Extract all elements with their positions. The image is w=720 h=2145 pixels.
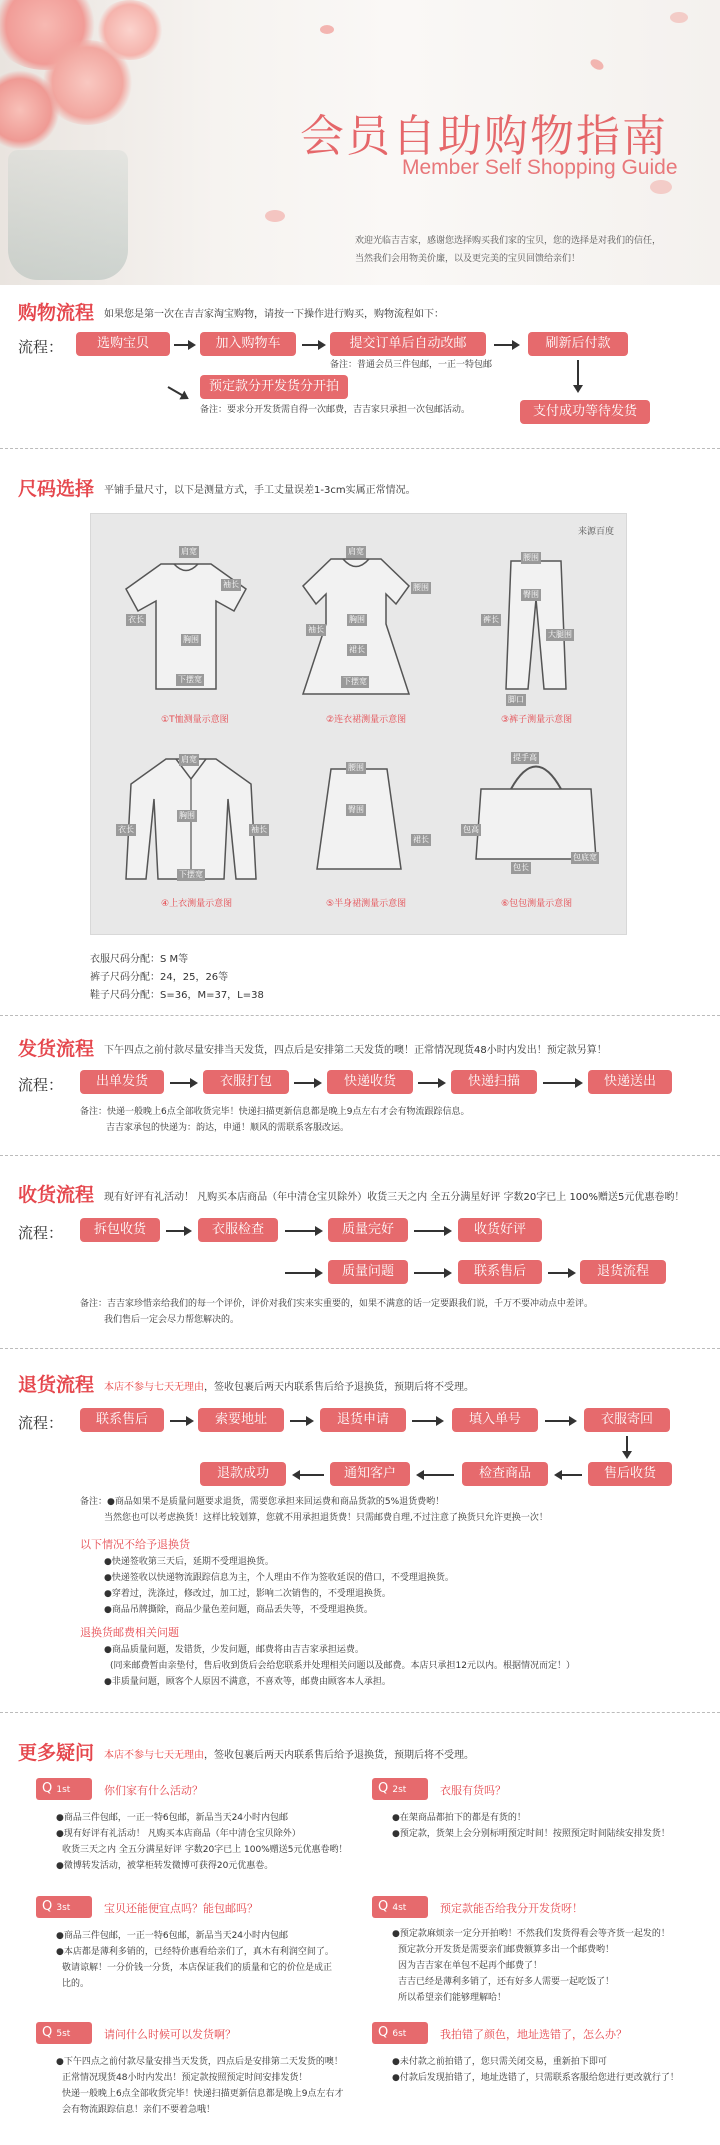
list-item: ●非质量问题，顾客个人原因不满意，不喜欢等，邮费由顾客本人承担。	[104, 1677, 391, 1687]
caption-pants: ③裤子测量示意图	[501, 715, 573, 725]
returns-desc-text: ，签收包裹后两天内联系售后给予退换货，预期后将不受理。	[204, 1382, 474, 1393]
faq-badge: Q 1st	[36, 1778, 92, 1800]
page-subtitle: Member Self Shopping Guide	[402, 156, 678, 179]
receive-section-title: 收货流程	[18, 1184, 95, 1206]
arrow-left	[556, 1474, 582, 1476]
petal-decoration	[265, 210, 285, 222]
receive-note: 备注：吉吉家珍惜亲给我们的每一个评价，评价对我们实来实重要的，如果不满意的话一定要跟我们说，千万不要冲动点中差评。	[80, 1299, 594, 1309]
tag-label: 肩宽	[181, 755, 197, 764]
tag-label: 袖长	[223, 580, 239, 589]
step-request-address: 索要地址	[198, 1408, 284, 1432]
tag-label: 大腿围	[548, 630, 572, 639]
section-divider	[0, 1712, 720, 1713]
faq-badge-number: 4st	[392, 1903, 407, 1913]
faq-answer: 预定款分开发货是需要亲们邮费额算多出一个邮费哟！	[398, 1945, 615, 1955]
faq-badge: Q 3st	[36, 1896, 92, 1918]
step-return-process: 退货流程	[580, 1260, 666, 1284]
shipping-note: 吉吉家承包的快递为：韵达，申通！顺风的需联系客服改运。	[106, 1123, 350, 1133]
source-label: 来源百度	[577, 527, 614, 537]
faq-badge-number: 3st	[56, 1903, 71, 1913]
faq-question: 我拍错了颜色，地址选错了，怎么办？	[440, 2028, 627, 2041]
tag-label: 下摆宽	[179, 870, 203, 879]
tag-label: 臀围	[523, 590, 539, 599]
tag-label: 衣长	[118, 825, 134, 834]
list-item: (同来邮费暂由亲垫付，售后收到货后会给您联系并处理相关问题以及邮费。本店只承担12元以内。根据情况而定！）	[110, 1661, 575, 1671]
returns-desc-highlight: 本店不参与七天无理由	[104, 1382, 204, 1393]
caption-bag: ⑥包包测量示意图	[501, 899, 573, 909]
step-courier-receive: 快递收货	[327, 1070, 413, 1094]
tag-label: 肩宽	[181, 547, 197, 556]
arrow-right	[285, 1272, 321, 1274]
step-add-to-cart: 加入购物车	[200, 332, 296, 356]
faq-question: 你们家有什么活动？	[104, 1784, 203, 1797]
step-contact-service: 联系售后	[458, 1260, 542, 1284]
step-courier-scan: 快递扫描	[451, 1070, 537, 1094]
arrow-right	[174, 344, 194, 346]
section-divider	[0, 1348, 720, 1349]
step-pack: 衣服打包	[203, 1070, 289, 1094]
tag-label: 裤长	[483, 615, 499, 624]
faq-answer: ●微博转发活动，被掌柜转发微博可获得20元优惠卷。	[56, 1861, 274, 1871]
faq-badge: Q 2st	[372, 1778, 428, 1800]
size-line-shoes: 鞋子尺码分配：S=36，M=37，L=38	[90, 990, 264, 1001]
arrow-down	[626, 1436, 628, 1456]
faq-answer: ●在架商品都拍下的都是有货的！	[392, 1813, 526, 1823]
arrow-right	[170, 1420, 192, 1422]
tag-label: 裙长	[349, 645, 365, 654]
caption-jacket: ④上衣测量示意图	[161, 899, 233, 909]
arrow-down	[577, 360, 579, 390]
size-desc: 平铺手量尺寸，以下是测量方式，手工丈量误差1-3cm实属正常情况。	[104, 485, 416, 496]
step-mail-back: 衣服寄回	[584, 1408, 670, 1432]
step-quality-ok: 质量完好	[328, 1218, 408, 1242]
arrow-right	[543, 1082, 581, 1084]
petal-decoration	[650, 180, 672, 194]
vase-image	[8, 150, 128, 280]
arrow-left	[418, 1474, 454, 1476]
faq-answer: ●付款后发现拍错了，地址选错了，只需联系客服给您进行更改就行了！	[392, 2073, 679, 2083]
welcome-line: 当然我们会用物美价廉，以及更完美的宝贝回馈给亲们！	[355, 254, 581, 264]
list-item: ●商品吊牌撕除，商品少量色差问题，商品丢失等，不受理退换货。	[104, 1605, 373, 1615]
tag-label: 脚口	[508, 695, 524, 704]
tag-label: 袖长	[251, 825, 267, 834]
caption-tshirt: ①T恤测量示意图	[161, 715, 229, 725]
shipping-note: 备注：快递一般晚上6点全部收货完毕！快递扫描更新信息都是晚上9点左右才会有物流跟踪信息。	[80, 1107, 470, 1117]
note-presale: 备注：要求分开发货需自得一次邮费，吉吉家只承担一次包邮活动。	[200, 405, 471, 415]
arrow-right	[290, 1420, 312, 1422]
flower-image	[95, 0, 165, 60]
section-divider	[0, 1155, 720, 1156]
arrow-right	[494, 344, 518, 346]
shopping-section-title: 购物流程	[18, 302, 95, 324]
caption-skirt: ⑤半身裙测量示意图	[326, 899, 407, 909]
faq-answer: ●未付款之前拍错了，您只需关闭交易，重新拍下即可	[392, 2057, 607, 2067]
flow-label: 流程：	[18, 1076, 64, 1094]
postage-heading: 退换货邮费相关问题	[80, 1626, 179, 1639]
faq-question: 宝贝还能便宜点吗？能包邮吗？	[104, 1902, 258, 1915]
receive-desc: 现有好评有礼活动！ 凡购买本店商品（年中清仓宝贝除外）收货三天之内 全五分满星好评 字数20字已上 100%赠送5元优惠卷哟！	[104, 1192, 685, 1203]
arrow-left	[294, 1474, 324, 1476]
arrow-right	[166, 1230, 190, 1232]
faq-answer: ●本店都是薄利多销的，已经特价惠看给亲们了，真木有利润空间了。	[56, 1947, 334, 1957]
arrow-right	[170, 1082, 196, 1084]
faq-answer: ●商品三件包邮，一正一特6包邮，新品当天24小时内包邮	[56, 1931, 289, 1941]
flow-label: 流程：	[18, 1414, 64, 1432]
tag-label: 臀围	[348, 805, 364, 814]
step-good-review: 收货好评	[458, 1218, 542, 1242]
faq-answer: 因为吉吉家在单包不起再个邮费了！	[398, 1961, 543, 1971]
tag-label: 下摆宽	[343, 677, 367, 686]
step-notify-customer: 通知客户	[330, 1462, 410, 1486]
faq-answer: ●下午四点之前付款尽量安排当天发货，四点后是安排第二天发货的噢！	[56, 2057, 343, 2067]
faq-answer: 吉吉已经是薄利多销了，还有好多人需要一起吃饭了！	[398, 1977, 615, 1987]
size-line-clothes: 衣服尺码分配：S M等	[90, 954, 189, 965]
faq-answer: 敬请谅解！一分价钱一分货，本店保证我们的质量和它的价位是成正	[62, 1963, 333, 1973]
arrow-right	[414, 1272, 450, 1274]
faq-answer: 所以希望亲们能够理解哈！	[398, 1993, 507, 2003]
returns-section-title: 退货流程	[18, 1374, 95, 1396]
caption-dress: ②连衣裙测量示意图	[326, 715, 407, 725]
tag-label: 腰围	[348, 763, 364, 772]
petal-decoration	[589, 57, 606, 72]
shipping-section-title: 发货流程	[18, 1038, 95, 1060]
step-unpack: 拆包收货	[80, 1218, 160, 1242]
step-check-goods: 检查商品	[462, 1462, 548, 1486]
step-submit-order: 提交订单后自动改邮	[330, 332, 486, 356]
petal-decoration	[670, 12, 688, 23]
section-divider	[0, 1015, 720, 1016]
faq-question: 预定款能否给我分开发货呀！	[440, 1902, 583, 1915]
faq-answer: ●现有好评有礼活动！ 凡购买本店商品（年中清仓宝贝除外）	[56, 1829, 301, 1839]
step-inspect: 衣服检查	[198, 1218, 278, 1242]
pants-diagram	[486, 549, 586, 699]
note-post: 备注：普通会员三件包邮，一正一特包邮	[330, 360, 493, 370]
step-return-request: 退货申请	[320, 1408, 406, 1432]
tag-label: 胸围	[179, 811, 195, 820]
step-select-product: 选购宝贝	[76, 332, 170, 356]
size-chart	[90, 513, 627, 935]
petal-decoration	[320, 25, 334, 34]
step-deliver: 快递送出	[588, 1070, 672, 1094]
shipping-desc: 下午四点之前付款尽量安排当天发货，四点后是安排第二天发货的噢！正常情况现货48小时内发出！预定款另算！	[104, 1045, 607, 1056]
tag-label: 腰围	[413, 583, 429, 592]
faq-badge: Q 5st	[36, 2022, 92, 2044]
faq-badge-number: 1st	[56, 1785, 71, 1795]
tag-label: 衣长	[128, 615, 144, 624]
list-item: ●快递签收以快递物流跟踪信息为主，个人理由不作为签收延误的借口，不受理退换货。	[104, 1573, 454, 1583]
tag-label: 包长	[513, 863, 529, 872]
step-aftersales-receive: 售后收货	[588, 1462, 672, 1486]
no-return-heading: 以下情况不给予退换货	[80, 1538, 190, 1551]
section-divider	[0, 448, 720, 449]
faq-badge: Q 4st	[372, 1896, 428, 1918]
faq-badge: Q 6st	[372, 2022, 428, 2044]
step-payment-success: 支付成功等待发货	[520, 400, 650, 424]
faq-answer: 收货三天之内 全五分满星好评 字数20字已上 100%赠送5元优惠卷哟！	[62, 1845, 348, 1855]
welcome-line: 欢迎光临吉吉家，感谢您选择购买我们家的宝贝，您的选择是对我们的信任，	[355, 236, 662, 246]
faq-badge-number: 6st	[392, 2029, 407, 2039]
faq-section-title: 更多疑问	[18, 1742, 95, 1764]
tag-label: 包底宽	[573, 853, 597, 862]
shopping-desc: 如果您是第一次在吉吉家淘宝购物，请按一下操作进行购买，购物流程如下：	[104, 309, 444, 320]
returns-note: 当然您也可以考虑换货！这样比较划算，您就不用承担退货费！只需邮费自理,不过注意了换货只允许更换一次！	[104, 1513, 548, 1523]
faq-desc	[104, 1746, 474, 1761]
welcome-text	[355, 232, 661, 268]
tag-label: 包高	[463, 825, 479, 834]
flow-label: 流程：	[18, 338, 64, 356]
list-item: ●快递签收第三天后，延期不受理退换货。	[104, 1557, 274, 1567]
size-line-pants: 裤子尺码分配：24，25，26等	[90, 972, 229, 983]
step-ship-order: 出单发货	[80, 1070, 164, 1094]
faq-answer: 比的。	[62, 1979, 90, 1989]
arrow-right	[548, 1272, 574, 1274]
list-item: ●穿着过，洗涤过，修改过，加工过，影响二次销售的，不受理退换货。	[104, 1589, 391, 1599]
faq-badge-number: 2st	[392, 1785, 407, 1795]
receive-note: 我们售后一定会尽力帮您解决的。	[104, 1315, 240, 1325]
size-section-title: 尺码选择	[18, 478, 95, 500]
faq-answer: ●预定款麻烦亲一定分开拍哟！不然我们发货得看会等齐货一起发的！	[392, 1929, 670, 1939]
tag-label: 肩宽	[348, 547, 364, 556]
returns-note: 备注：●商品如果不是质量问题要求退货，需要您承担来回运费和商品货款的5%退货费哟！	[80, 1497, 445, 1507]
tag-label: 袖长	[308, 625, 324, 634]
arrow-right	[294, 1082, 320, 1084]
step-quality-issue: 质量问题	[328, 1260, 408, 1284]
faq-question: 衣服有货吗？	[440, 1784, 506, 1797]
returns-desc	[104, 1378, 474, 1393]
faq-desc-highlight: 本店不参与七天无理由	[104, 1750, 204, 1761]
step-presale: 预定款分开发货分开拍	[200, 375, 348, 399]
arrow-right	[545, 1420, 575, 1422]
step-contact-aftersales: 联系售后	[80, 1408, 164, 1432]
page-title: 会员自助购物指南	[300, 111, 668, 162]
step-enter-tracking: 填入单号	[452, 1408, 538, 1432]
faq-answer: 快递一般晚上6点全部收货完毕！快递扫描更新信息都是晚上9点左右才	[62, 2089, 344, 2099]
faq-answer: ●商品三件包邮，一正一特6包邮，新品当天24小时内包邮	[56, 1813, 289, 1823]
step-pay: 刷新后付款	[528, 332, 628, 356]
faq-answer: 正常情况现货48小时内发出！预定款按照预定时间安排发货！	[62, 2073, 308, 2083]
list-item: ●商品质量问题，发错货，少发问题，邮费将由吉吉家承担运费。	[104, 1645, 364, 1655]
arrow-right	[414, 1230, 450, 1232]
faq-question: 请问什么时候可以发货啊？	[104, 2028, 236, 2041]
tag-label: 腰围	[523, 553, 539, 562]
faq-badge-number: 5st	[56, 2029, 71, 2039]
arrow-right	[285, 1230, 321, 1232]
tag-label: 裙长	[413, 835, 429, 844]
banner	[0, 0, 720, 285]
arrow-right	[412, 1420, 442, 1422]
tag-label: 胸围	[349, 615, 365, 624]
tag-label: 提手高	[513, 753, 537, 762]
arrow-right	[418, 1082, 444, 1084]
faq-answer: ●预定款，货架上会分别标明预定时间！按照预定时间陆续安排发货！	[392, 1829, 670, 1839]
step-refund-success: 退款成功	[200, 1462, 286, 1486]
faq-answer: 会有物流跟踪信息！亲们不要着急哦！	[62, 2105, 216, 2115]
tag-label: 胸围	[183, 635, 199, 644]
arrow-right	[302, 344, 324, 346]
flow-label: 流程：	[18, 1224, 64, 1242]
arrow-diagonal	[168, 386, 188, 399]
faq-desc-text: ，签收包裹后两天内联系售后给予退换货，预期后将不受理。	[204, 1750, 474, 1761]
skirt-diagram	[309, 759, 409, 879]
tag-label: 下摆宽	[178, 675, 202, 684]
